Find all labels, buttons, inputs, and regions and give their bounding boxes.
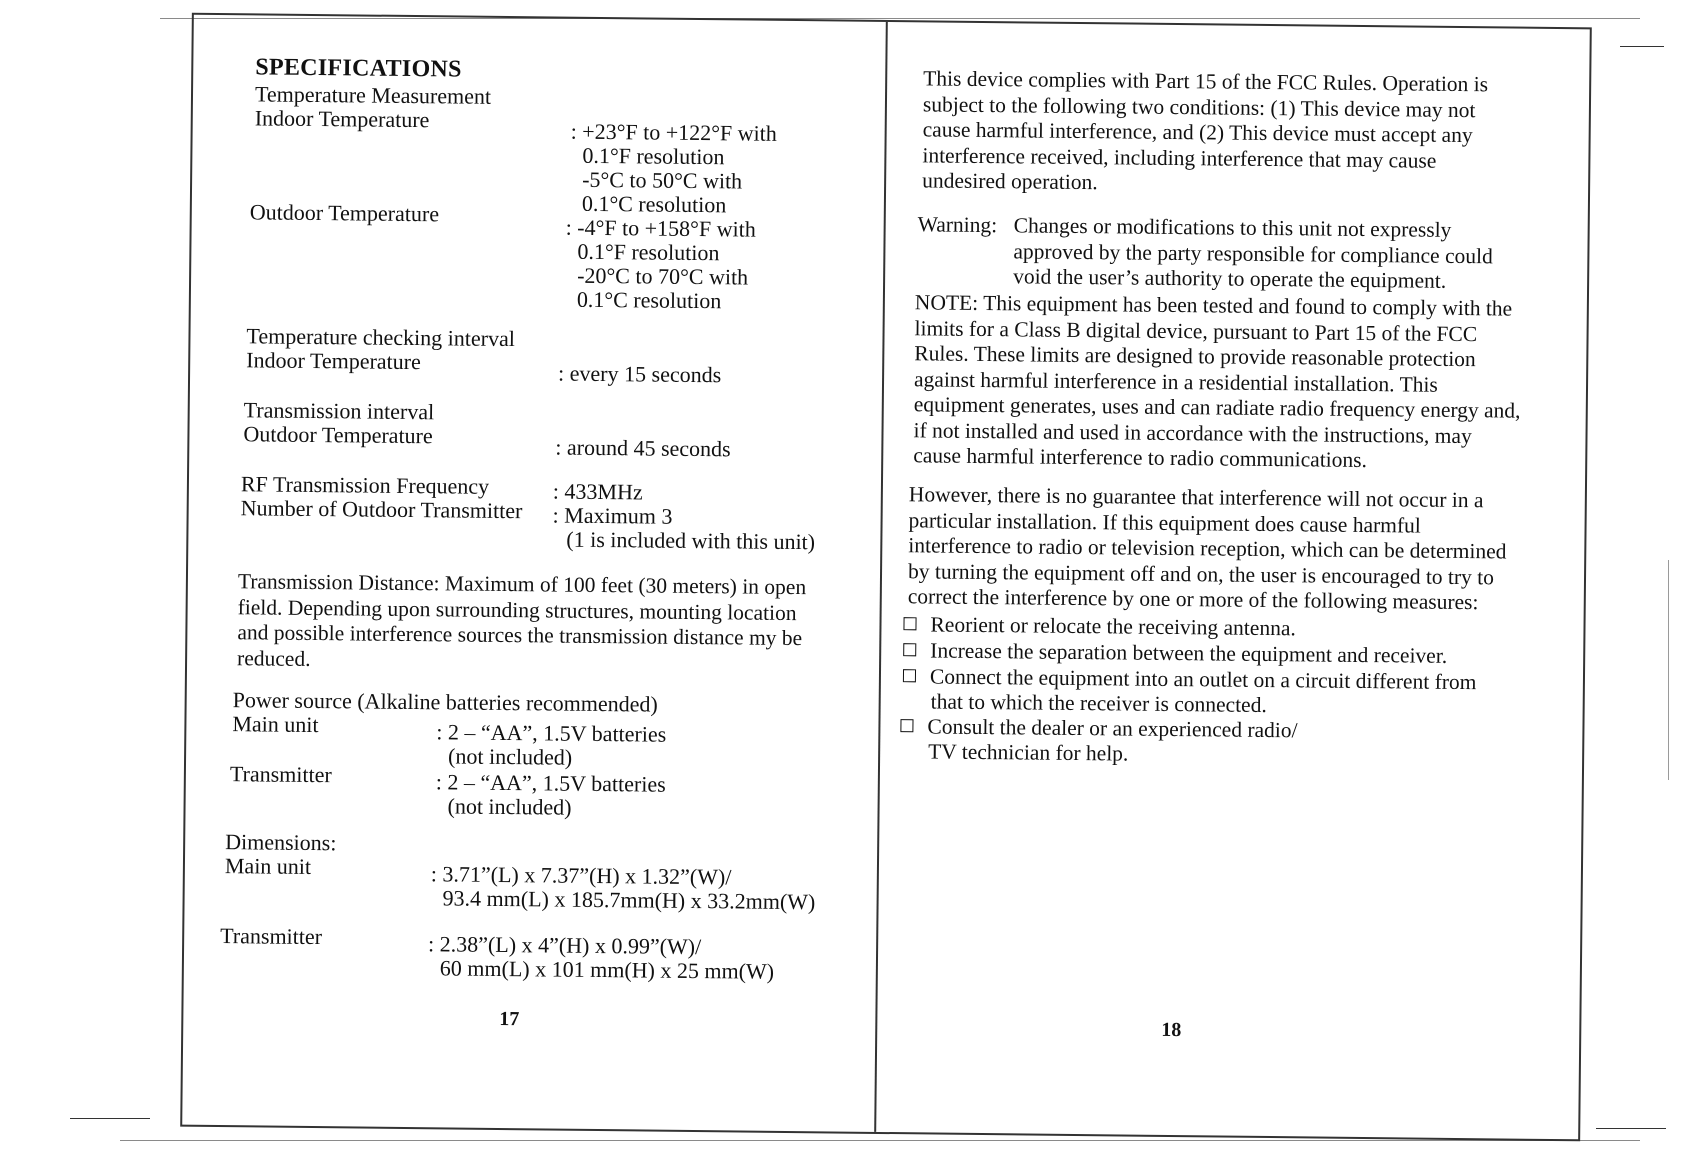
outdoor-temp-range-f: : -4°F to +158°F with [565,214,756,242]
page-number-17: 17 [499,1007,520,1031]
however-text: However, there is no guarantee that interference will not occur in a particular installation. If this equipment does cause harmful interference to radio or television reception, which can be determined by turning the equipment off and on, the user is encouraged to try to correct the interference by one or more of the following measures: [907,482,1507,615]
measure-item [900,714,1298,768]
warning-label: Warning: [917,212,998,238]
power-tx-label: Transmitter [229,761,332,788]
measure-item [903,664,1477,720]
checking-interval-title: Temperature checking interval [246,323,516,352]
transmission-interval-title: Transmission interval [243,397,435,425]
transmitter-count-note: (1 is included with this unit) [566,526,816,555]
temp-measurement-title: Temperature Measurement [254,81,492,109]
rf-frequency-label: RF Transmission Frequency [240,471,490,499]
outdoor-temp-res-c: 0.1°C resolution [576,286,722,314]
dimensions-main-label: Main unit [224,853,312,879]
scan-edge-right [1668,560,1669,780]
booklet-spread [180,13,1592,1142]
checkbox-square-icon [903,617,916,630]
power-main-note: (not included) [447,743,573,770]
measure-item [903,612,1296,641]
measure-line1: Consult the dealer or an experienced radio/ [927,714,1298,743]
indoor-temp-res-c: 0.1°C resolution [581,190,727,218]
fcc-compliance-text: This device complies with Part 15 of the FCC Rules. Operation is subject to the following two conditions: (1) This device may not cause harmful interference, and (2) This device must accept any interference received, including interference that may cause undesired operation. [922,66,1489,195]
scan-mark-right-bottom [1596,1128,1666,1129]
scan-mark-right-top [1620,46,1664,47]
measure-line1: Connect the equipment into an outlet on a circuit different from [929,664,1477,695]
checkbox-square-icon [903,669,916,682]
checking-interval-value: : every 15 seconds [557,360,722,388]
outdoor-temp-range-c: -20°C to 70°C with [577,262,749,290]
measure-line2: that to which the receiver is connected. [930,689,1267,717]
indoor-temp-res-f: 0.1°F resolution [582,142,725,170]
checking-interval-label: Indoor Temperature [246,347,421,375]
measure-line1: Increase the separation between the equipment and receiver. [930,638,1448,668]
power-main-label: Main unit [232,711,319,738]
measure-line2: TV technician for help. [928,739,1129,766]
checkbox-square-icon [900,719,913,732]
dimensions-main-line1: : 3.71”(L) x 7.37”(H) x 1.32”(W)/ [430,861,732,890]
transmission-distance-text: Transmission Distance: Maximum of 100 feet (30 meters) in open field. Depending upon surrounding structures, mounting location and possible interference sources the transmission distance my be reduced. [236,569,807,671]
scan-mark-left [70,1118,150,1119]
scan-edge-bottom [120,1140,1640,1141]
dimensions-tx-label: Transmitter [220,923,323,950]
transmission-interval-label: Outdoor Temperature [243,421,433,449]
measure-line1: Reorient or relocate the receiving antenna. [930,612,1296,641]
indoor-temp-range-c: -5°C to 50°C with [582,166,743,194]
dimensions-tx-line2: 60 mm(L) x 101 mm(H) x 25 mm(W) [439,955,775,984]
transmitter-count-label: Number of Outdoor Transmitter [240,495,523,524]
transmitter-count-value: : Maximum 3 [552,502,673,529]
checkbox-square-icon [903,643,916,656]
note-text: NOTE: This equipment has been tested and found to comply with the limits for a Class B digital device, pursuant to Part 15 of the FCC Rules. These limits are designed to provide reasonable protection against harmful interference in a residential installation. This equipment generates, uses and can radiate radio frequency energy and, if not installed and used in accordance with the instructions, may cause harmful interference to radio communications. [913,290,1521,473]
power-source-title: Power source (Alkaline batteries recommended) [232,687,658,717]
page-17 [182,15,886,1132]
indoor-temp-range-f: : +23°F to +122°F with [570,118,777,146]
dimensions-tx-line1: : 2.38”(L) x 4”(H) x 0.99”(W)/ [428,931,702,960]
rf-frequency-value: : 433MHz [552,478,643,505]
page-18 [876,22,1594,1139]
page-number-18: 18 [1161,1018,1182,1042]
specifications-heading: SPECIFICATIONS [255,54,462,83]
outdoor-temp-label: Outdoor Temperature [249,199,440,227]
transmission-interval-value: : around 45 seconds [555,434,731,462]
power-tx-note: (not included) [447,793,572,820]
dimensions-main-line2: 93.4 mm(L) x 185.7mm(H) x 33.2mm(W) [442,885,816,915]
power-tx-value: : 2 – “AA”, 1.5V batteries [435,769,666,797]
indoor-temp-label: Indoor Temperature [254,105,430,133]
outdoor-temp-res-f: 0.1°F resolution [577,238,720,266]
warning-text: Changes or modifications to this unit not expressly approved by the party responsible for compliance could void the user’s authority to operate the equipment. [1013,213,1493,293]
dimensions-title: Dimensions: [225,829,337,856]
power-main-value: : 2 – “AA”, 1.5V batteries [436,719,667,747]
